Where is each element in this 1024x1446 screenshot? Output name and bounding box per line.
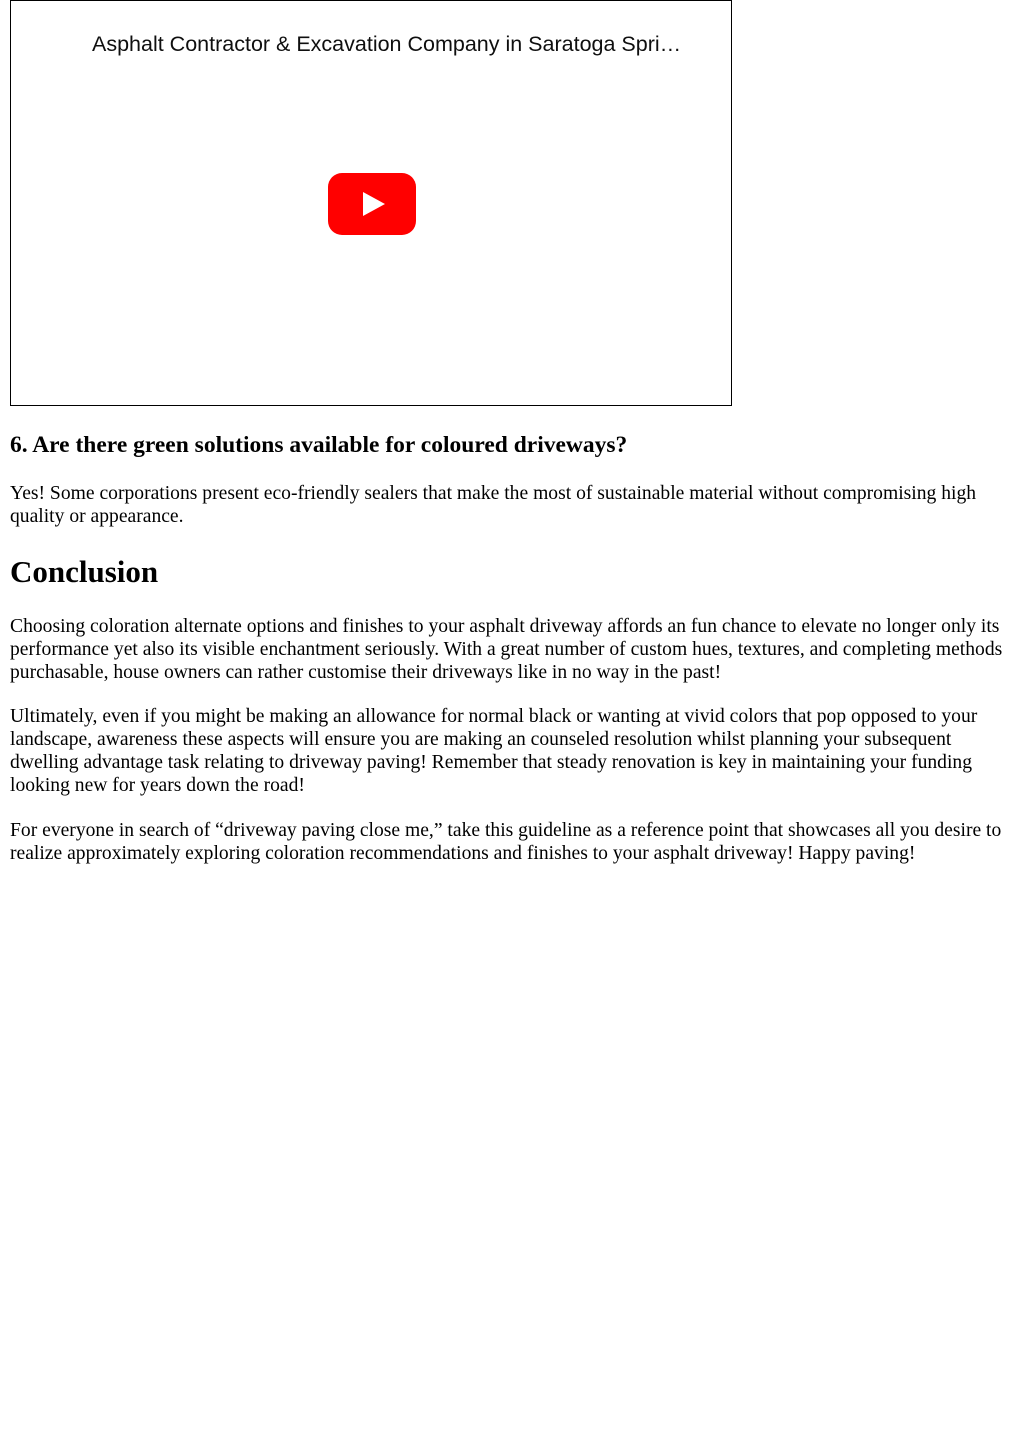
video-title[interactable]: Asphalt Contractor & Excavation Company in Saratoga Spri…	[92, 32, 682, 56]
conclusion-paragraph: For everyone in search of “driveway paving close me,” take this guideline as a reference point that showcases all you desire to realize approximately exploring coloration recommendations and finishes to your asphalt driveway! Happy paving!	[10, 820, 1002, 864]
faq-question-heading: 6. Are there green solutions available for coloured driveways?	[10, 432, 628, 458]
video-embed[interactable]	[10, 0, 732, 406]
play-button[interactable]	[328, 173, 416, 235]
conclusion-paragraph: Choosing coloration alternate options and finishes to your asphalt driveway affords an fun chance to elevate no longer only its performance yet also its visible enchantment seriously. With a great number of custom hues, textures, and completing methods purchasable, house owners can rather customise their driveways like in no way in the past!	[10, 616, 1003, 683]
conclusion-paragraph: Ultimately, even if you might be making an allowance for normal black or wanting at vivid colors that pop opposed to your landscape, awareness these aspects will ensure you are making an counseled resolution whilst planning your subsequent dwelling advantage task relating to driveway paving! Remember that steady renovation is key in maintaining your funding looking new for years down the road!	[10, 706, 978, 796]
faq-answer: Yes! Some corporations present eco-friendly sealers that make the most of sustainable material without compromising high quality or appearance.	[10, 483, 977, 527]
youtube-play-icon	[328, 173, 416, 235]
conclusion-heading: Conclusion	[10, 554, 159, 589]
